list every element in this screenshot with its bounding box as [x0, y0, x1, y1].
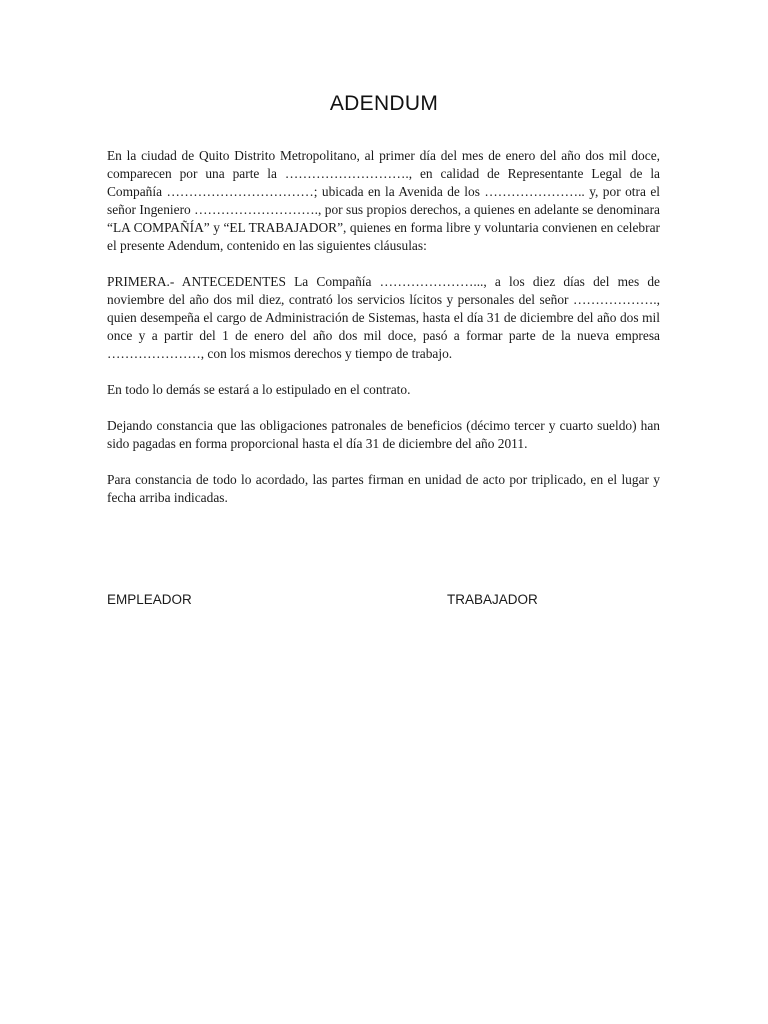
signature-worker-label: TRABAJADOR [447, 592, 538, 607]
paragraph-constancia: Para constancia de todo lo acordado, las partes firman en unidad de acto por triplicado, en el lugar y fecha arriba indicadas. [107, 472, 660, 505]
paragraph-intro: En la ciudad de Quito Distrito Metropolitano, al primer día del mes de enero del año dos mil doce, comparecen por una parte la ………………………., en calidad de Representante Legal de la Compañía ……………………………; ubicada en la Avenida de los ………………….. y, por otra el señor Ingeniero ………………………., por sus propios derechos, a quienes en adelante se denominara “LA COMPAÑÍA” y “EL TRABAJADOR”, quienes en forma libre y voluntaria convienen en celebrar el presente Adendum, contenido en las siguientes cláusulas: [107, 148, 660, 253]
paragraph-contrato: En todo lo demás se estará a lo estipulado en el contrato. [107, 382, 411, 397]
paragraph-beneficios: Dejando constancia que las obligaciones patronales de beneficios (décimo tercer y cuarto sueldo) han sido pagadas en forma proporcional hasta el día 31 de diciembre del año 2011. [107, 418, 660, 451]
signature-employer-label: EMPLEADOR [107, 592, 192, 607]
document-body [107, 147, 660, 525]
paragraph-primera-antecedentes: PRIMERA.- ANTECEDENTES La Compañía …………………..., a los diez días del mes de noviembre del año dos mil diez, contrató los servicios lícitos y personales del señor ………………., quien desempeña el cargo de Administración de Sistemas, hasta el día 31 de diciembre del año dos mil once y a partir del 1 de enero del año dos mil doce, pasó a formar parte de la nueva empresa …………………, con los mismos derechos y tiempo de trabajo. [107, 274, 660, 361]
document-title: ADENDUM [329, 92, 439, 115]
signature-block [107, 592, 660, 612]
